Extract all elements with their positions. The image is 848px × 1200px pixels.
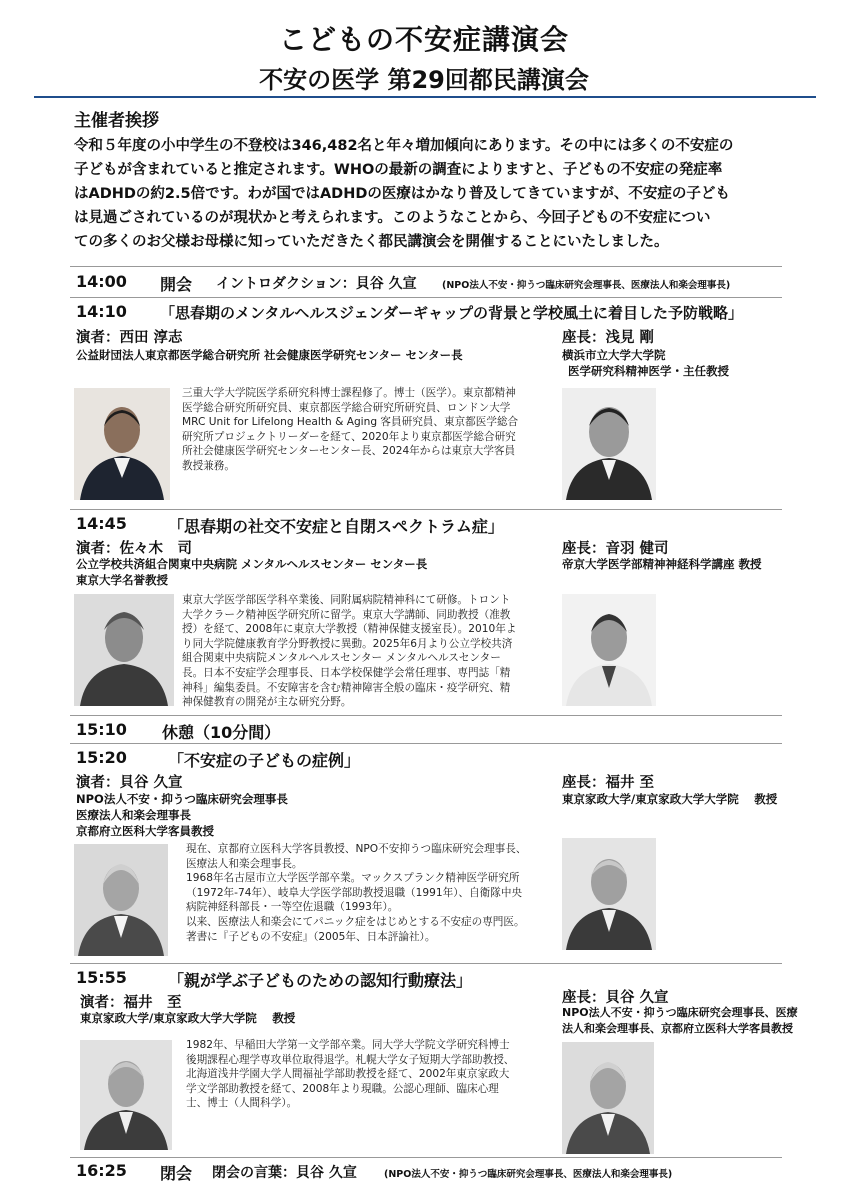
session3-chair-affiliation: 東京家政大学/東京家政大学大学院 教授 [562, 792, 778, 806]
greeting-line: はADHDの約2.5倍です。わが国ではADHDの医療はかなり普及してきていますが、不安症の子ども [74, 186, 730, 202]
session3-bio: 現在、京都府立医科大学客員教授、NPO不安抑うつ臨床研究会理事長、 医療法人和楽会理事長。 1968年名古屋市立大学医学部卒業。マックスプランク精神医学研究所 （1972年-74年）、岐阜大学医学部助教授退職（1991年）、自衛隊中央 病院神経科部長・一等空佐退職（1993年）。 以来、医療法人和楽会にてパニック症をはじめとする不安症の専門医。 著書に『子どもの不安症』（2005年、日本評論社）。 [186, 843, 527, 943]
closing-detail: 閉会の言葉：貝谷 久宣 [212, 1165, 357, 1181]
session1-speaker: 演者：西田 淳志 [76, 330, 183, 346]
divider [70, 1157, 782, 1158]
session3-title: 「不安症の子どもの症例」 [168, 751, 361, 770]
speaker-photo-fukui [80, 1040, 172, 1150]
session4-time: 15:55 [76, 968, 127, 987]
session1-bio: 三重大学大学院医学系研究科博士課程修了。博士（医学）。東京都精神 医学総合研究所研究員、東京都医学総合研究所研究員、ロンドン大学 MRC Unit for Lifelong Health & Aging 客員研究員、東京都医学総合 研究所プロジェクトリーダーを経て、2020年より東京都医学総合研究 所社会健康医学研究センターセンター長、2024年からは東京大学客員 教授兼務。 [182, 387, 519, 472]
greeting-heading: 主催者挨拶 [74, 111, 159, 131]
chair-photo-kaiya [562, 1042, 654, 1154]
session4-bio: 1982年、早稲田大学第一文学部卒業。同大学大学院文学研究科博士 後期課程心理学専攻単位取得退学。札幌大学女子短期大学部助教授、 北海道浅井学園大学人間福祉学部助教授を経て、2002年東京家政大 学文学部助教授を経て、2008年より現職。公認心理師、臨床心理 士、博士（人間科学）。 [186, 1039, 515, 1110]
speaker-photo-kaiya [74, 844, 168, 956]
session4-chair-affiliation: NPO法人不安・抑うつ臨床研究会理事長、医療 法人和楽会理事長、京都府立医科大学客員教授 [562, 1006, 798, 1035]
chair-photo-asami [562, 388, 656, 500]
divider [70, 743, 782, 744]
session3-speaker-affiliation: NPO法人不安・抑うつ臨床研究会理事長 医療法人和楽会理事長 京都府立医科大学客員教授 [76, 792, 288, 838]
opening-label: 開会 [160, 275, 193, 294]
divider [70, 509, 782, 510]
speaker-photo-sasaki [74, 594, 174, 706]
session1-title: 「思春期のメンタルヘルスジェンダーギャップの背景と学校風土に着目した予防戦略」 [160, 304, 744, 322]
session4-chair: 座長：貝谷 久宣 [562, 990, 669, 1006]
session2-speaker-affiliation: 公立学校共済組合関東中央病院 メンタルヘルスセンター センター長 東京大学名誉教授 [76, 557, 428, 587]
divider [70, 715, 782, 716]
opening-time: 14:00 [76, 272, 127, 291]
closing-time: 16:25 [76, 1161, 127, 1180]
divider [70, 297, 782, 298]
session3-chair: 座長：福井 至 [562, 775, 655, 791]
session4-speaker-affiliation: 東京家政大学/東京家政大学大学院 教授 [80, 1011, 296, 1025]
greeting-line: ての多くのお父様お母様に知っていただきたく都民講演会を開催することにいたしました。 [74, 234, 669, 250]
session1-chair-affiliation: 横浜市立大学大学院 医学研究科精神医学・主任教授 [562, 348, 729, 378]
title-divider [34, 96, 816, 98]
break-label: 休憩（10分間） [162, 723, 281, 742]
session2-speaker: 演者：佐々木 司 [76, 541, 192, 557]
greeting-line: は見過ごされているのが現状かと考えられます。このようなことから、今回子どもの不安症につい [74, 210, 711, 226]
break-time: 15:10 [76, 720, 127, 739]
session2-chair: 座長：音羽 健司 [562, 541, 669, 557]
greeting-body [74, 134, 786, 254]
session4-speaker: 演者：福井 至 [80, 995, 182, 1011]
session2-chair-affiliation: 帝京大学医学部精神神経科学講座 教授 [562, 557, 762, 571]
session1-speaker-affiliation: 公益財団法人東京都医学総合研究所 社会健康医学研究センター センター長 [76, 348, 463, 362]
page-subtitle: 不安の医学 第29回都民講演会 [259, 66, 589, 94]
divider [70, 266, 782, 267]
greeting-line: 令和５年度の小中学生の不登校は346,482名と年々増加傾向にあります。その中には多くの不安症の [74, 138, 734, 154]
session3-speaker: 演者：貝谷 久宣 [76, 775, 183, 791]
closing-note: (NPO法人不安・抑うつ臨床研究会理事長、医療法人和楽会理事長) [384, 1169, 673, 1180]
chair-photo-otowa [562, 594, 656, 706]
page-title: こどもの不安症講演会 [278, 23, 569, 56]
closing-label: 閉会 [160, 1164, 193, 1183]
session1-chair: 座長：浅見 剛 [562, 330, 655, 346]
session2-title: 「思春期の社交不安症と自閉スペクトラム症」 [168, 517, 504, 536]
opening-note: (NPO法人不安・抑うつ臨床研究会理事長、医療法人和楽会理事長) [442, 280, 731, 291]
session3-time: 15:20 [76, 748, 127, 767]
speaker-photo-nishida [74, 388, 170, 500]
session4-title: 「親が学ぶ子どものための認知行動療法」 [168, 971, 473, 990]
divider [70, 963, 782, 964]
session2-bio: 東京大学医学部医学科卒業後、同附属病院精神科にて研修。トロント 大学クラーク精神医学研究所に留学。東京大学講師、同助教授（准教 授）を経て、2008年に東京大学教授（精神保健支援室長）。2010年よ り同大学院健康教育学分野教授に異動。2025年6月より公立学校共済 組合関東中央病院メンタルヘルスセンター メンタルヘルスセンター 長。日本不安症学会理事長、日本学校保健学会常任理事、専門誌「精 神科」編集委員。不安障害を含む精神障害全般の臨床・疫学研究、精 神保健教育の開発が主な研究分野。 [182, 594, 517, 709]
chair-photo-fukui [562, 838, 656, 950]
opening-detail: イントロダクション：貝谷 久宣 [216, 276, 417, 292]
session2-time: 14:45 [76, 514, 127, 533]
greeting-line: 子どもが含まれていると推定されます。WHOの最新の調査によりますと、子どもの不安症の発症率 [74, 162, 723, 178]
session1-time: 14:10 [76, 302, 127, 321]
